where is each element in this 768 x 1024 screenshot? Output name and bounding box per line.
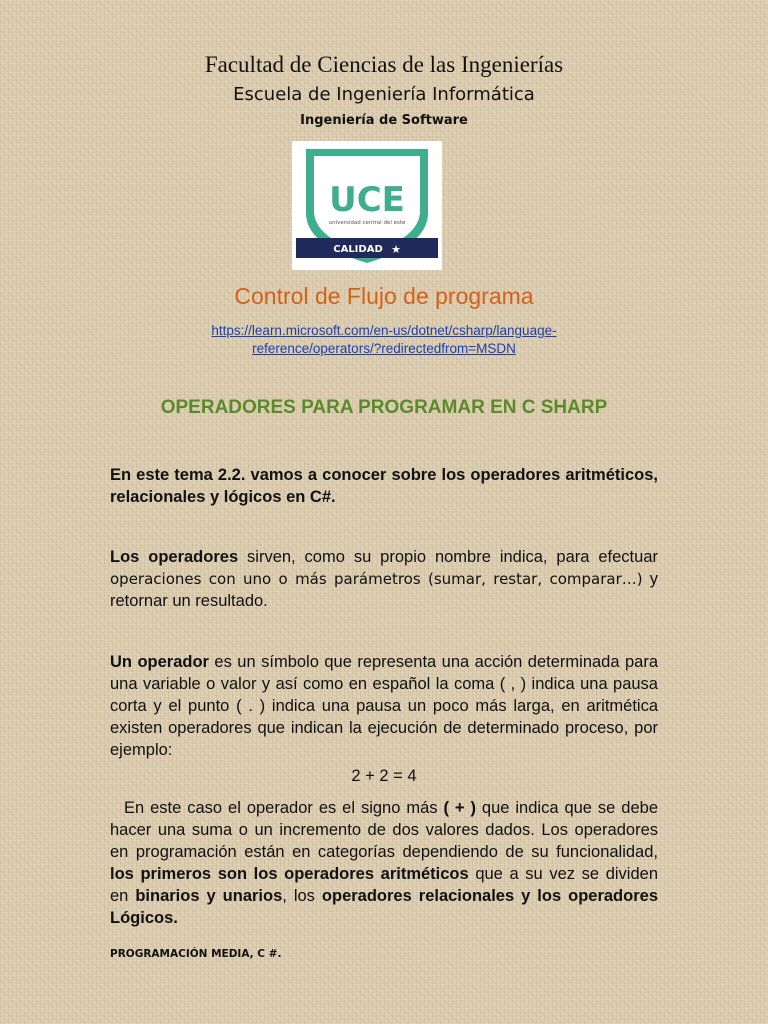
categories-t4: , los (282, 887, 322, 905)
categories-b4: operadores relacionales y los operadores Lógicos. (110, 887, 658, 927)
operator-definition-paragraph (110, 651, 658, 761)
career-title: Ingeniería de Software (300, 113, 468, 128)
intro-paragraph: En este tema 2.2. vamos a conocer sobre los operadores aritméticos, relacionales y lógicos en C#. (110, 466, 658, 506)
operators-text1: sirven, como su propio nombre indica, para efectuar (238, 548, 658, 566)
operators-paragraph (110, 546, 658, 612)
document-title: Control de Flujo de programa (234, 283, 534, 309)
categories-b1: ( + ) (443, 799, 476, 817)
example-equation: 2 + 2 = 4 (351, 767, 417, 785)
operators-text3: y retornar un resultado. (110, 570, 658, 610)
shield-logo-icon (292, 141, 442, 270)
operator-text: es un símbolo que representa una acción determinada para una variable o valor y así como en español la coma ( , ) indica una pausa corta y el punto ( . ) indica una pausa un poco más larga, en aritmética existen operadores que indican la ejecución de determinado proceso, por ejemplo: (110, 653, 658, 759)
section-heading: OPERADORES PARA PROGRAMAR EN C SHARP (160, 397, 608, 418)
operator-lead: Un operador (110, 653, 209, 671)
categories-b3: binarios y unarios (135, 887, 283, 905)
logo-subtitle: universidad central del este (328, 220, 406, 226)
categories-b2: los primeros son los operadores aritméticos (110, 865, 469, 883)
star-icon: ★ (391, 243, 401, 256)
reference-link-line2[interactable]: reference/operators/?redirectedfrom=MSDN (252, 341, 516, 356)
categories-t3: que a su vez se dividen en (110, 865, 658, 905)
logo-initials: UCE (329, 180, 405, 220)
logo-badge: CALIDAD (333, 244, 383, 255)
operators-lead: Los operadores (110, 548, 239, 566)
reference-link-line1[interactable]: https://learn.microsoft.com/en-us/dotnet/csharp/language- (211, 323, 557, 338)
categories-paragraph (110, 797, 658, 929)
reference-link[interactable] (0, 322, 768, 358)
university-logo (292, 141, 442, 270)
faculty-title: Facultad de Ciencias de las Ingenierías (204, 52, 564, 77)
operators-text2: operaciones con uno o más parámetros (sumar, restar, comparar…) (110, 570, 643, 588)
school-title: Escuela de Ingeniería Informática (233, 84, 535, 105)
categories-t1: En este caso el operador es el signo más (124, 799, 444, 817)
categories-t2: que indica que se debe hacer una suma o un incremento de dos valores dados. Los operadores en programación están en categorías dependiendo de su funcionalidad, (110, 799, 658, 861)
page-footer: PROGRAMACIÓN MEDIA, C #. (110, 948, 282, 960)
